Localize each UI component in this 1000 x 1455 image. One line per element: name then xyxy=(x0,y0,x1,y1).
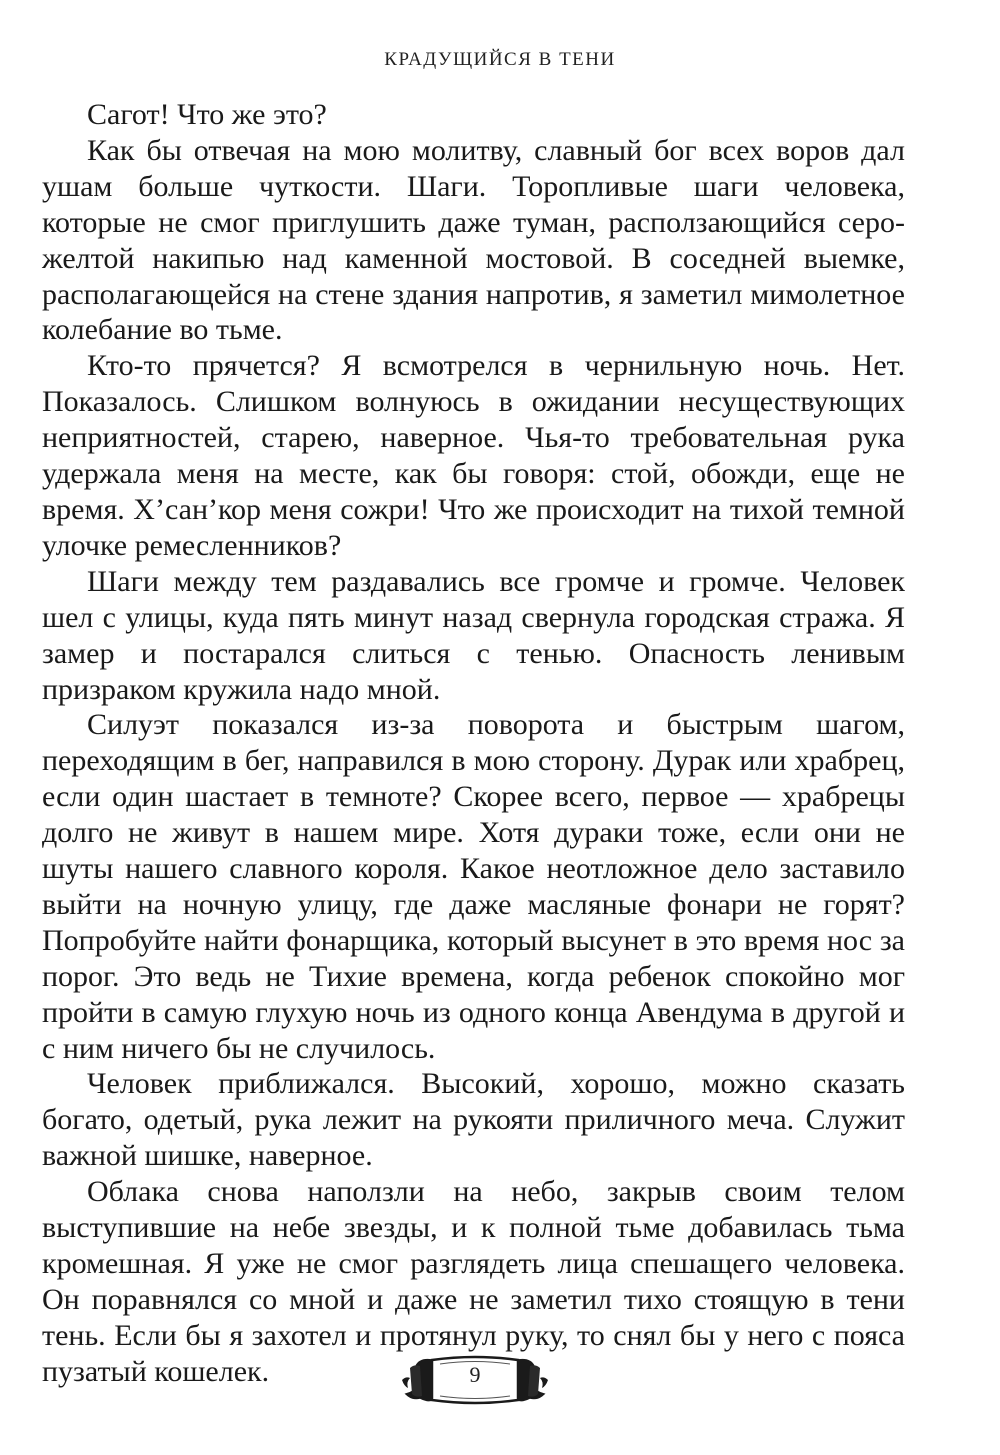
page-number-ornament xyxy=(400,1350,550,1412)
page-number: 9 xyxy=(469,1362,481,1387)
paragraph-7: Облака снова наползли на небо, закрыв своим телом выступившие на небе звезды, и к полной тьме добавилась тьма кромешная. Я уже не смог разглядеть лица спешащего человека. Он поравнялся со мной и даже не заметил тихо стоящую в тени тень. Если бы я захотел и протянул руку, то снял бы у него с пояса пузатый кошелек. xyxy=(42,1175,905,1388)
running-title: КРАДУЩИЙСЯ В ТЕНИ xyxy=(384,49,616,70)
paragraph-4: Шаги между тем раздавались все громче и громче. Человек шел с улицы, куда пять минут назад свернула городская стража. Я замер и постарался слиться с тенью. Опасность ленивым призраком кружила надо мной. xyxy=(42,564,905,706)
paragraph-1: Сагот! Что же это? xyxy=(87,98,327,131)
paragraph-6: Человек приближался. Высокий, хорошо, можно сказать богато, одетый, рука лежит на рукояти приличного меча. Служит важной шишке, наверное. xyxy=(42,1067,905,1173)
paragraph-3: Кто-то прячется? Я всмотрелся в чернильную ночь. Нет. Показалось. Слишком волнуюсь в ожидании несуществующих неприятностей, старею, наверное. Чья-то требовательная рука удержала меня на месте, как бы говоря: стой, обожди, еще не время. Х’сан’кор меня сожри! Что же происходит на тихой темной улочке ремесленников? xyxy=(42,349,905,562)
paragraph-2: Как бы отвечая на мою молитву, славный бог всех воров дал ушам больше чуткости. Шаги. Торопливые шаги человека, которые не смог приглушить даже туман, расползающийся серо-желтой накипью над каменной мостовой. В соседней выемке, располагающейся на стене здания напротив, я заметил мимолетное колебание во тьме. xyxy=(42,133,905,347)
paragraph-5: Силуэт показался из-за поворота и быстрым шагом, переходящим в бег, направился в мою сторону. Дурак или храбрец, если один шастает в темноте? Скорее всего, первое — храбрецы долго не живут в нашем мире. Хотя дураки тоже, если они не шуты нашего славного короля. Какое неотложное дело заставило выйти на ночную улицу, где даже масляные фонари не горят? Попробуйте найти фонарщика, который высунет в это время нос за порог. Это ведь не Тихие времена, когда ребенок спокойно мог пройти в самую глухую ночь из одного конца Авендума в другой и с ним ничего бы не случилось. xyxy=(42,708,905,1065)
body-text xyxy=(42,97,905,1390)
